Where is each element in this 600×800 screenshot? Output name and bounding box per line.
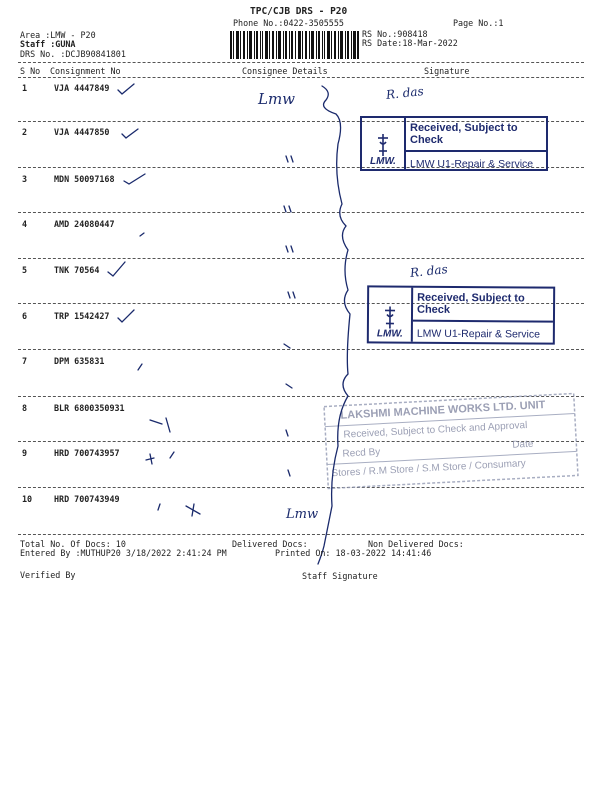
row-consignment: HRD 700743949 (54, 494, 120, 504)
row-sno: 10 (22, 494, 33, 504)
row-sno: 6 (22, 311, 28, 321)
row-sno: 9 (22, 448, 28, 458)
lakshmi-line2: Received, Subject to Check and Approval (343, 419, 528, 441)
tick-icon (138, 364, 142, 370)
staff-label: Staff :GUNA (20, 39, 76, 49)
row-sno: 8 (22, 403, 28, 413)
row-consignment: HRD 700743957 (54, 448, 120, 458)
column-consignment: Consignment No (50, 66, 121, 76)
stamp-line1: Received, Subject to Check (406, 118, 546, 152)
printed-on: Printed On: 18-03-2022 14:41:46 (275, 548, 432, 558)
row-sno: 4 (22, 219, 28, 229)
phone-number: Phone No.:0422-3505555 (233, 18, 344, 28)
tick-icon (140, 233, 144, 236)
cross-icon (150, 418, 170, 432)
row-consignment: TRP 1542427 (54, 311, 110, 321)
row-consignment: AMD 24080447 (54, 219, 115, 229)
row-sno: 1 (22, 83, 28, 93)
handwritten-lmw: Lmw (286, 507, 319, 522)
tick-icon (118, 310, 134, 322)
drs-number: DRS No. :DCJB90841801 (20, 49, 126, 59)
rs-date: RS Date:18-Mar-2022 (362, 38, 458, 48)
row-sno: 2 (22, 127, 28, 137)
column-signature: Signature (424, 66, 470, 76)
handwritten-signature: R. das (409, 262, 449, 280)
stamp-line1: Received, Subject to Check (413, 288, 553, 323)
row-sno: 3 (22, 174, 28, 184)
lakshmi-date: Date (512, 438, 534, 451)
row-consignment: VJA 4447849 (54, 83, 110, 93)
row-consignment: VJA 4447850 (54, 127, 110, 137)
row-sno: 7 (22, 356, 28, 366)
row-consignment: DPM 635831 (54, 356, 105, 366)
page-number: Page No.:1 (453, 18, 504, 28)
delivered-docs: Delivered Docs: (232, 539, 308, 549)
stamp-logo-text: LMW. (376, 328, 403, 340)
staff-signature: Staff Signature (302, 571, 378, 581)
row-consignment: BLR 6800350931 (54, 403, 125, 413)
handwritten-signature: R. das (385, 84, 425, 102)
tick-icon (108, 262, 125, 276)
entered-by: Entered By :MUTHUP20 3/18/2022 2:41:24 PM (20, 548, 227, 558)
lakshmi-line1: LAKSHMI MACHINE WORKS LTD. UNIT (340, 399, 546, 422)
handwritten-lmw: Lmw (258, 90, 296, 108)
row-sno: 5 (22, 265, 28, 275)
row-consignment: MDN 50097168 (54, 174, 115, 184)
tick-icon (122, 129, 138, 138)
cross-icon (158, 504, 200, 516)
non-delivered-docs: Non Delivered Docs: (368, 539, 464, 549)
verified-by: Verified By (20, 570, 76, 580)
cross-icon (146, 452, 174, 464)
stamp-line2: LMW U1-Repair & Service (410, 158, 534, 170)
document-title: TPC/CJB DRS - P20 (250, 6, 348, 17)
stamp-line2: LMW U1-Repair & Service (416, 327, 541, 341)
tick-icon (118, 84, 134, 94)
column-sno: S No (20, 66, 41, 76)
tick-icon (124, 174, 145, 184)
lakshmi-recd-by: Recd By (342, 446, 381, 460)
row-consignment: TNK 70564 (54, 265, 100, 275)
rs-number: RS No.:908418 (362, 29, 428, 39)
area-label: Area :LMW - P20 (20, 30, 96, 40)
stamp-logo-text: LMW. (370, 156, 396, 167)
lakshmi-line4: Stores / R.M Store / S.M Store / Consumary (331, 458, 527, 480)
total-docs: Total No. Of Docs: 10 (20, 539, 126, 549)
column-consignee: Consignee Details (242, 66, 328, 76)
